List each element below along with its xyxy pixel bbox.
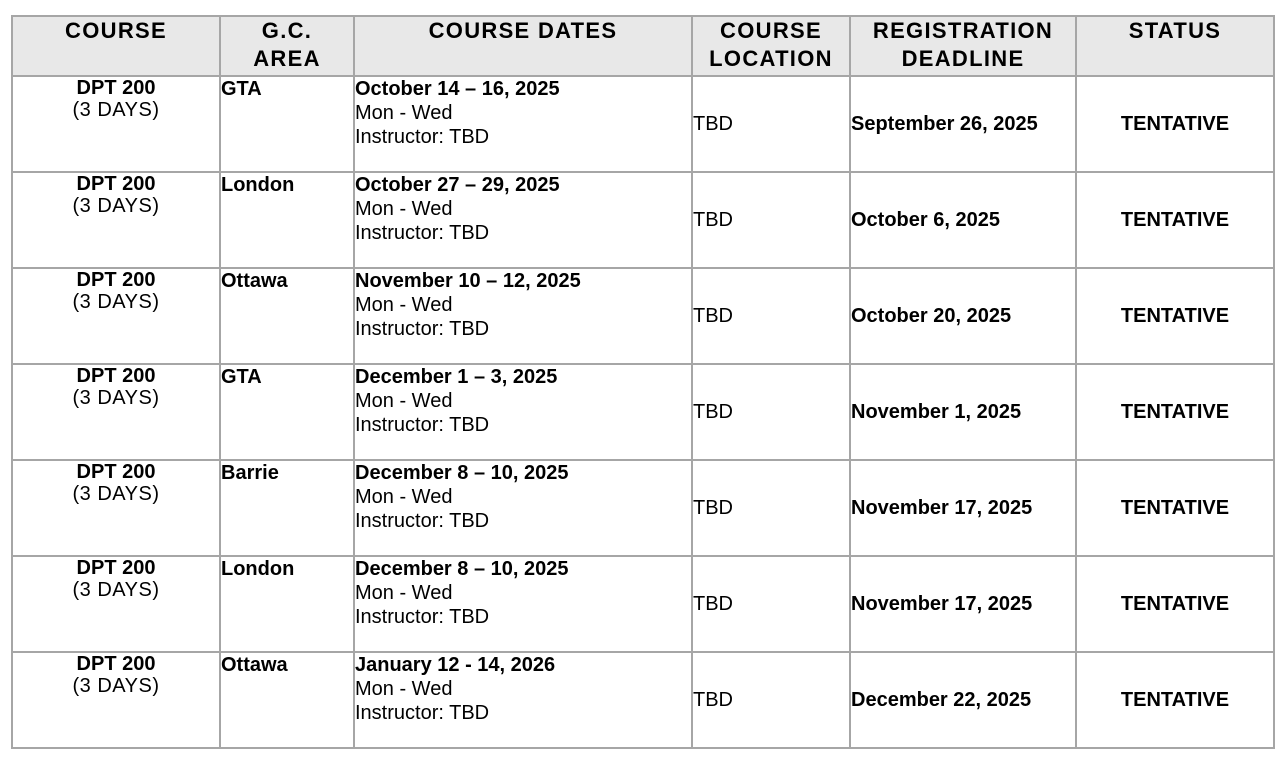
header-status-label: STATUS [1128,18,1222,43]
table-row [12,364,1274,460]
header-location-line1: COURSE [720,18,822,43]
instructor: Instructor: TBD [355,126,490,148]
status-cell: TENTATIVE [1076,172,1274,268]
gc-area-cell: London [220,172,354,268]
status-cell: TENTATIVE [1076,556,1274,652]
registration-deadline-cell: September 26, 2025 [850,76,1076,172]
status-cell: TENTATIVE [1076,652,1274,748]
header-deadline-line1: REGISTRATION [872,18,1054,43]
header-gc-area [220,16,354,76]
course-duration: (3 DAYS) [72,291,160,313]
course-duration: (3 DAYS) [72,579,160,601]
registration-deadline-cell: November 1, 2025 [850,364,1076,460]
date-range: December 1 – 3, 2025 [355,366,558,388]
registration-deadline-cell: October 20, 2025 [850,268,1076,364]
header-area-line2: AREA [253,46,321,71]
course-code: DPT 200 [76,269,156,291]
status-cell: TENTATIVE [1076,76,1274,172]
course-schedule-table [11,15,1275,749]
header-course-label: COURSE [65,18,167,43]
registration-deadline-cell: November 17, 2025 [850,556,1076,652]
gc-area-cell: Barrie [220,460,354,556]
status-cell: TENTATIVE [1076,364,1274,460]
gc-area-cell: GTA [220,76,354,172]
table-row [12,268,1274,364]
course-code: DPT 200 [76,653,156,675]
course-location-cell: TBD [692,556,850,652]
course-location-cell: TBD [692,76,850,172]
header-registration-deadline [850,16,1076,76]
course-cell [12,172,220,268]
weekdays: Mon - Wed [355,198,453,220]
table-row [12,652,1274,748]
gc-area-cell: London [220,556,354,652]
course-code: DPT 200 [76,461,156,483]
date-range: January 12 - 14, 2026 [355,654,556,676]
table-row [12,556,1274,652]
header-course-dates [354,16,692,76]
instructor: Instructor: TBD [355,414,490,436]
date-range: December 8 – 10, 2025 [355,462,569,484]
course-duration: (3 DAYS) [72,483,160,505]
table-row [12,172,1274,268]
header-deadline-line2: DEADLINE [901,46,1025,71]
registration-deadline-cell: November 17, 2025 [850,460,1076,556]
weekdays: Mon - Wed [355,294,453,316]
weekdays: Mon - Wed [355,390,453,412]
registration-deadline-cell: October 6, 2025 [850,172,1076,268]
status-cell: TENTATIVE [1076,268,1274,364]
gc-area-cell: Ottawa [220,652,354,748]
course-duration: (3 DAYS) [72,99,160,121]
course-cell [12,652,220,748]
course-duration: (3 DAYS) [72,195,160,217]
course-dates-cell [354,460,692,556]
course-location-cell: TBD [692,652,850,748]
weekdays: Mon - Wed [355,678,453,700]
course-dates-cell [354,172,692,268]
header-dates-label: COURSE DATES [428,18,618,43]
instructor: Instructor: TBD [355,510,490,532]
weekdays: Mon - Wed [355,582,453,604]
course-location-cell: TBD [692,172,850,268]
course-dates-cell [354,556,692,652]
course-duration: (3 DAYS) [72,675,160,697]
date-range: December 8 – 10, 2025 [355,558,569,580]
instructor: Instructor: TBD [355,222,490,244]
gc-area-cell: Ottawa [220,268,354,364]
header-row [12,16,1274,76]
date-range: October 14 – 16, 2025 [355,78,560,100]
course-code: DPT 200 [76,77,156,99]
header-course [12,16,220,76]
header-location-line2: LOCATION [709,46,833,71]
registration-deadline-cell: December 22, 2025 [850,652,1076,748]
course-location-cell: TBD [692,460,850,556]
instructor: Instructor: TBD [355,318,490,340]
instructor: Instructor: TBD [355,702,490,724]
table-row [12,460,1274,556]
header-status [1076,16,1274,76]
table-row [12,76,1274,172]
course-dates-cell [354,364,692,460]
weekdays: Mon - Wed [355,486,453,508]
course-location-cell: TBD [692,268,850,364]
course-cell [12,364,220,460]
weekdays: Mon - Wed [355,102,453,124]
header-area-line1: G.C. [261,18,313,43]
date-range: November 10 – 12, 2025 [355,270,581,292]
gc-area-cell: GTA [220,364,354,460]
course-dates-cell [354,76,692,172]
course-code: DPT 200 [76,557,156,579]
date-range: October 27 – 29, 2025 [355,174,560,196]
header-course-location [692,16,850,76]
course-location-cell: TBD [692,364,850,460]
course-code: DPT 200 [76,173,156,195]
instructor: Instructor: TBD [355,606,490,628]
status-cell: TENTATIVE [1076,460,1274,556]
course-dates-cell [354,652,692,748]
course-cell [12,460,220,556]
course-cell [12,268,220,364]
course-code: DPT 200 [76,365,156,387]
course-cell [12,556,220,652]
schedule-body [12,76,1274,748]
course-cell [12,76,220,172]
course-duration: (3 DAYS) [72,387,160,409]
course-dates-cell [354,268,692,364]
